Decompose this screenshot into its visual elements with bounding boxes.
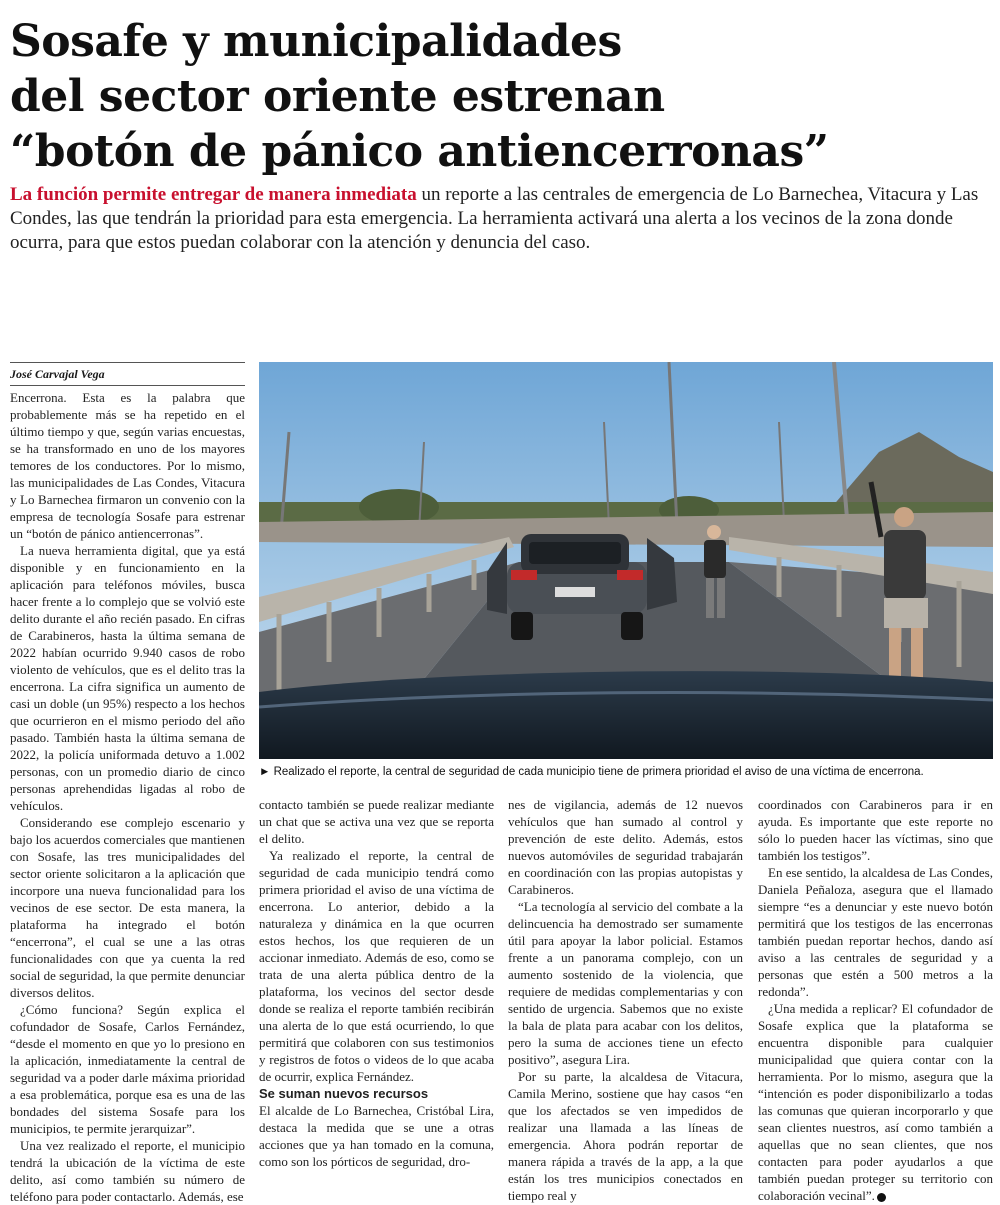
subheading: Se suman nuevos recursos <box>259 1086 429 1101</box>
headline <box>10 14 990 179</box>
column-1 <box>10 389 245 1205</box>
lede-text: un reporte a las centrales de emergencia de Lo Barnechea, Vitacura y Las Condes, las que tendrán la prioridad para esta emergencia. La herramienta activará una alerta a los vecinos de la zona donde ocurra, para que estos puedan colaborar con la atención y denuncia del caso. <box>10 184 979 253</box>
paragraph-final <box>758 1000 993 1204</box>
paragraph: nes de vigilancia, además de 12 nuevos vehículos que han sumado al control y prevención de este delito. Además, estos nuevos automóviles de seguridad trabajarán en coordinación con las propias autopistas y Carabineros. <box>508 797 743 897</box>
paragraph: El alcalde de Lo Barnechea, Cristóbal Lira, destaca la medida que se une a otras acciones que ya han tomado en la comuna, como son los pórticos de seguridad, dro- <box>259 1103 494 1169</box>
paragraph: Considerando ese complejo escenario y bajo los acuerdos comerciales que mantienen con Sosafe, las tres municipalidades del sector oriente solicitaron a la aplicación que incorpore una nueva funcionalidad para los vecinos de ese sector. De esta manera, la plataforma ha integrado el botón “encerrona”, el cual se une a las otras funcionalidades con que ya cuenta la red social de seguridad, la que permite denunciar diversos delitos. <box>10 815 245 1000</box>
end-of-article-icon <box>877 1193 886 1202</box>
column-4 <box>758 796 993 1204</box>
headline-line-2: del sector oriente estrenan <box>10 71 665 122</box>
paragraph: Ya realizado el reporte, la central de seguridad de cada municipio tendrá como primera prioridad el aviso de una víctima de encerrona. Lo anterior, debido a la naturaleza y dinámica en la que ocurren estos hechos, los que requieren de un accionar inmediato. Además de eso, como se trata de una alerta pública dentro de la plataforma, los vecinos del sector desde donde se realiza el reporte también recibirán una alerta de lo que está ocurriendo, lo que permitirá que colaboren con sus testimonios y registros de fotos o videos de lo que acaba de ocurrir, explica Fernández. <box>259 848 494 1084</box>
paragraph: ¿Cómo funciona? Según explica el cofundador de Sosafe, Carlos Fernández, “desde el momento en que yo lo presiono en la aplicación, inmediatamente la central de seguridad va a poder darle máxima prioridad a esa problemática, porque esa es una de las bondades del sistema Sosafe para los municipios, te permite jerarquizar”. <box>10 1002 245 1136</box>
paragraph: En ese sentido, la alcaldesa de Las Condes, Daniela Peñaloza, asegura que el llamado siempre “es a denunciar y este nuevo botón permitirá que los testigos de las encerronas también puedan reportar hechos, dando así aviso a las centrales de seguridad y a personas que estén a 500 metros a la redonda”. <box>758 865 993 999</box>
news-photo <box>259 362 993 759</box>
paragraph: coordinados con Carabineros para ir en ayuda. Es importante que este reporte no sólo lo pueden hacer las víctimas, sino que también los testigos”. <box>758 797 993 863</box>
paragraph: Encerrona. Esta es la palabra que probablemente más se ha repetido en el último tiempo y que, según varias encuestas, se ha transformado en uno de los mayores temores de los conductores. Por lo mismo, las municipalidades de Las Condes, Vitacura y Lo Barnechea firmaron un convenio con la empresa de tecnología Sosafe para estrenar un “botón de pánico antiencerronas”. <box>10 390 245 541</box>
paragraph: “La tecnología al servicio del combate a la delincuencia ha demostrado ser sumamente útil para apoyar la labor policial. Estamos frente a un panorama complejo, con un aumento sostenido de la violencia, que requiere de medidas complementarias y con sentido de urgencia. Sabemos que no existe la bala de plata para acabar con los delitos, pero la suma de acciones tiene un efecto positivo”, asegura Lira. <box>508 899 743 1067</box>
paragraph: Por su parte, la alcaldesa de Vitacura, Camila Merino, sostiene que hay casos “en que los afectados se ven impedidos de realizar una llamada a las líneas de emergencia. Ahora podrán reportar de manera rápida a través de la app, a la que están los tres municipios conectados en tiempo real y <box>508 1069 743 1203</box>
lede <box>10 183 990 255</box>
paragraph: Una vez realizado el reporte, el municipio tendrá la ubicación de la víctima de este delito, así como también su número de teléfono para poder contactarlo. Además, ese <box>10 1138 245 1204</box>
column-3 <box>508 796 743 1204</box>
byline: José Carvajal Vega <box>10 362 245 386</box>
column-2 <box>259 796 494 1170</box>
paragraph-text: ¿Una medida a replicar? El cofundador de Sosafe explica que la plataforma se encuentra disponible para cualquier municipalidad que quiera contar con la herramienta. Por lo mismo, asegura que la “intención es poder disponibilizarlo a todas las comunas que quieran incorporarlo y que sean clientes nuestros, así como también a aquellas que no sean clientes, que nos contacten para poder ayudarlos a que también puedan proteger su territorio con colaboración vecinal”. <box>758 1001 993 1203</box>
lede-highlight: La función permite entregar de manera inmediata <box>10 184 417 205</box>
headline-line-1: Sosafe y municipalidades <box>10 16 622 67</box>
photo-caption: ► Realizado el reporte, la central de seguridad de cada municipio tiene de primera prioridad el aviso de una víctima de encerrona. <box>259 766 924 778</box>
headline-line-3: “botón de pánico antiencerronas” <box>10 126 829 177</box>
carjacking-scene-image <box>259 362 993 759</box>
paragraph: La nueva herramienta digital, que ya está disponible y en funcionamiento en la aplicación para teléfonos móviles, busca hacer frente a lo complejo que se volvió este delito durante el año recién pasado. En cifras de Carabineros, hasta la última semana de 2022 habían ocurrido 9.940 casos de robo violento de vehículos, que es el delito tras la encerrona. La cifra significa un aumento de casi un doble (un 95%) respecto a los hechos que ocurrieron en el mismo periodo del año pasado. También hasta la última semana de 2022, la policía uniformada detuvo a 1.002 personas, con un promedio diario de cinco personas aprehendidas ligadas al robo de vehículos. <box>10 543 245 813</box>
paragraph: contacto también se puede realizar mediante un chat que se activa una vez que se reporta el delito. <box>259 797 494 846</box>
